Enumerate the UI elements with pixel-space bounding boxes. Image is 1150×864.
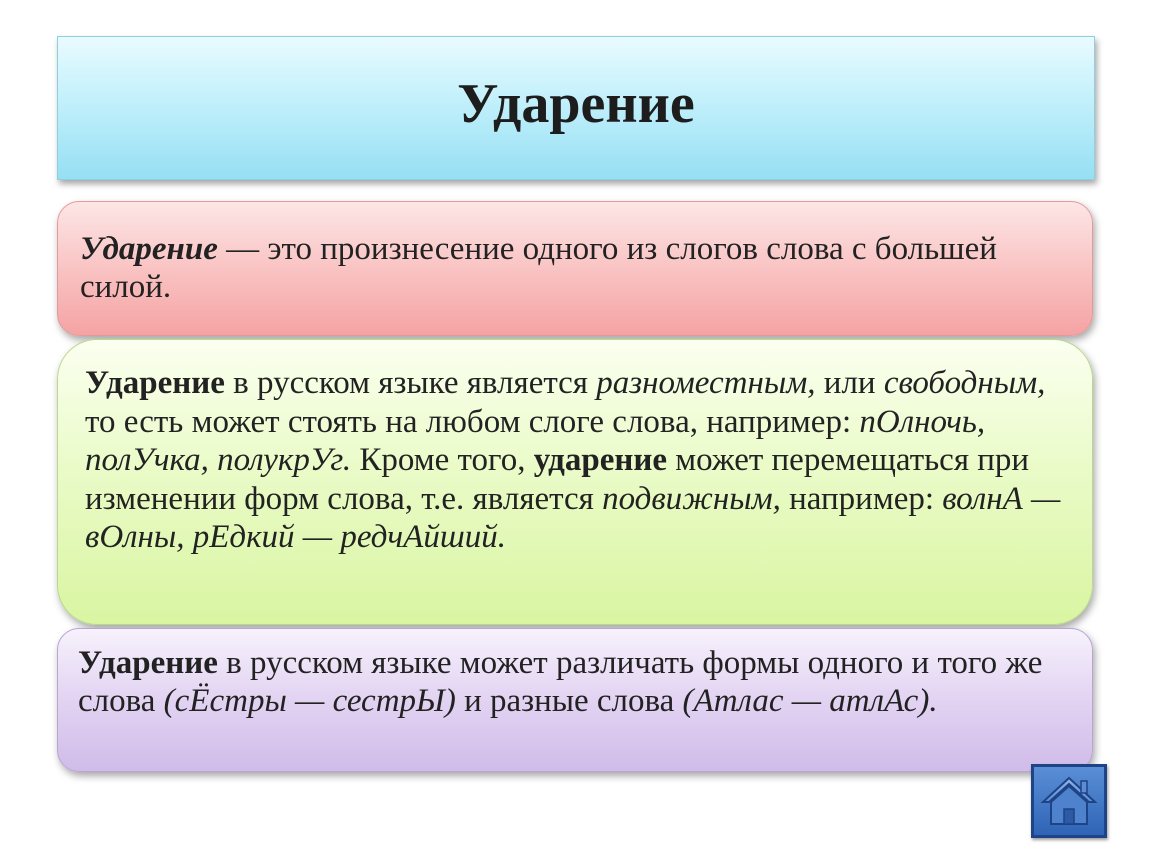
free-stress-text: Ударение в русском языке является разноместным, или свободным, то есть может стоять на любом слоге слова, например: пОлночь, полУчка, полукрУг. Кроме того, ударение может перемещаться при изменении форм слова, т.е. является подвижным, например: волнА — вОлны, рЕдкий — редчАйший.	[85, 365, 1061, 555]
distinction-text: Ударение в русском языке может различать формы одного и того же слова (сЁстры — сестрЫ) и разные слова (Атлас — атлАс).	[78, 645, 1043, 719]
definition-text: Ударение — это произнесение одного из слогов слова с большей силой.	[80, 231, 997, 305]
home-icon	[1039, 772, 1099, 830]
home-button[interactable]	[1031, 764, 1107, 838]
free-stress-card	[57, 339, 1093, 625]
definition-card	[57, 201, 1093, 336]
distinction-card	[57, 628, 1093, 772]
definition-term: Ударение	[80, 231, 218, 267]
title-banner	[57, 36, 1095, 180]
page-title: Ударение	[457, 73, 695, 135]
